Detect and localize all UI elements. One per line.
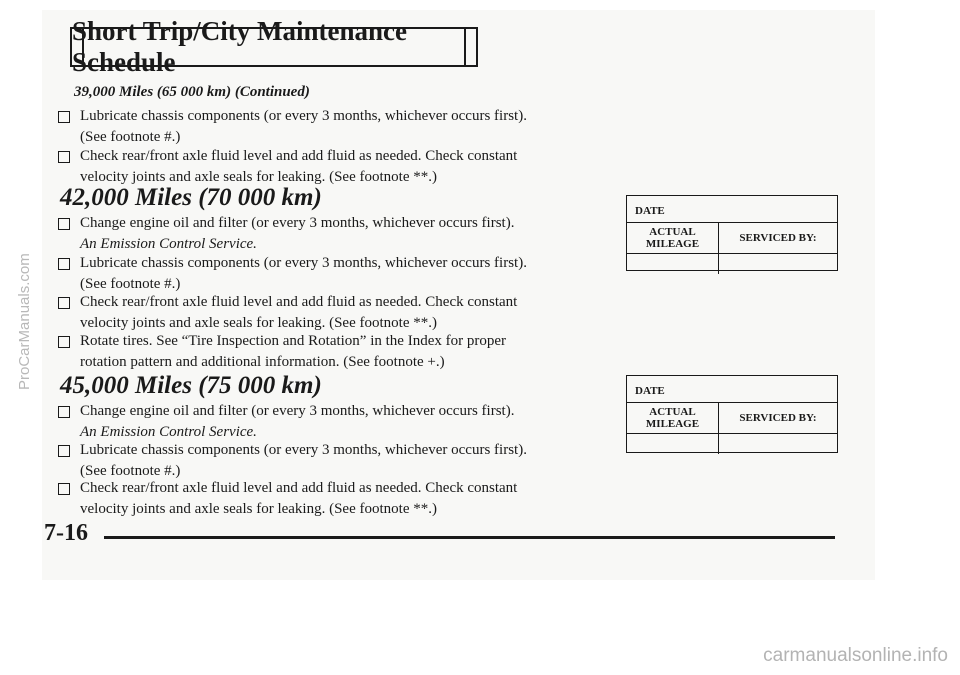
- serviced-by-entry: [719, 434, 837, 454]
- date-field: DATE: [627, 376, 837, 403]
- mileage-label-line: ACTUAL: [649, 406, 696, 418]
- item-line: Lubricate chassis components (or every 3 months, whichever occurs first).: [80, 255, 527, 271]
- list-item: [58, 106, 598, 148]
- item-line: Check rear/front axle fluid level and add fluid as needed. Check constant: [80, 480, 518, 496]
- mileage-label-line: MILEAGE: [645, 418, 700, 430]
- mileage-entry: [627, 254, 719, 274]
- serviced-by-entry: [719, 254, 837, 274]
- checkbox-icon: [58, 151, 70, 163]
- checkbox-icon: [58, 483, 70, 495]
- list-item: [58, 440, 598, 482]
- checkbox-icon: [58, 258, 70, 270]
- checkbox-icon: [58, 406, 70, 418]
- item-line: Check rear/front axle fluid level and add fluid as needed. Check constant: [80, 294, 518, 310]
- checkbox-icon: [58, 111, 70, 123]
- service-log-table: [626, 195, 838, 271]
- item-line: Lubricate chassis components (or every 3 months, whichever occurs first).: [80, 108, 527, 124]
- item-line: velocity joints and axle seals for leaking. (See footnote **.): [80, 501, 437, 517]
- section-heading-42000: 42,000 Miles (70 000 km): [60, 184, 322, 211]
- item-line: Check rear/front axle fluid level and add fluid as needed. Check constant: [80, 148, 518, 164]
- side-watermark: ProCarManuals.com: [16, 253, 33, 390]
- list-item: [58, 478, 598, 520]
- item-line: (See footnote #.): [80, 129, 181, 145]
- list-item: [58, 401, 598, 443]
- list-item: [58, 146, 598, 188]
- list-item: [58, 331, 598, 373]
- item-line: (See footnote #.): [80, 276, 181, 292]
- item-note: An Emission Control Service.: [80, 424, 257, 440]
- item-line: Lubricate chassis components (or every 3 months, whichever occurs first).: [80, 442, 527, 458]
- serviced-by-label: SERVICED BY:: [739, 232, 817, 244]
- list-item: [58, 292, 598, 334]
- log-header-row: [627, 403, 837, 434]
- list-item: [58, 253, 598, 295]
- checkbox-icon: [58, 218, 70, 230]
- checkbox-icon: [58, 336, 70, 348]
- page-number: 7-16: [44, 520, 88, 546]
- item-line: Change engine oil and filter (or every 3 months, whichever occurs first).: [80, 403, 515, 419]
- log-entry-row: [627, 254, 837, 274]
- continued-heading: 39,000 Miles (65 000 km) (Continued): [74, 84, 310, 100]
- item-line: velocity joints and axle seals for leaking. (See footnote **.): [80, 169, 437, 185]
- actual-mileage-label: [627, 403, 719, 433]
- item-line: Change engine oil and filter (or every 3 months, whichever occurs first).: [80, 215, 515, 231]
- mileage-entry: [627, 434, 719, 454]
- page-title-box: [70, 16, 478, 77]
- bottom-watermark: carmanualsonline.info: [763, 645, 948, 666]
- section-heading-45000: 45,000 Miles (75 000 km): [60, 372, 322, 399]
- date-field: DATE: [627, 196, 837, 223]
- item-line: Rotate tires. See “Tire Inspection and Rotation” in the Index for proper: [80, 333, 506, 349]
- service-log-table: [626, 375, 838, 453]
- list-item: [58, 213, 598, 255]
- actual-mileage-label: [627, 223, 719, 253]
- item-line: (See footnote #.): [80, 463, 181, 479]
- mileage-label-line: MILEAGE: [645, 238, 700, 250]
- checkbox-icon: [58, 445, 70, 457]
- mileage-label-line: ACTUAL: [649, 226, 696, 238]
- footer-divider: [104, 536, 835, 539]
- item-line: velocity joints and axle seals for leaking. (See footnote **.): [80, 315, 437, 331]
- page-title: Short Trip/City Maintenance Schedule: [72, 16, 407, 77]
- item-note: An Emission Control Service.: [80, 236, 257, 252]
- log-header-row: [627, 223, 837, 254]
- serviced-by-label: SERVICED BY:: [739, 412, 817, 424]
- checkbox-icon: [58, 297, 70, 309]
- log-entry-row: [627, 434, 837, 454]
- item-line: rotation pattern and additional information. (See footnote +.): [80, 354, 445, 370]
